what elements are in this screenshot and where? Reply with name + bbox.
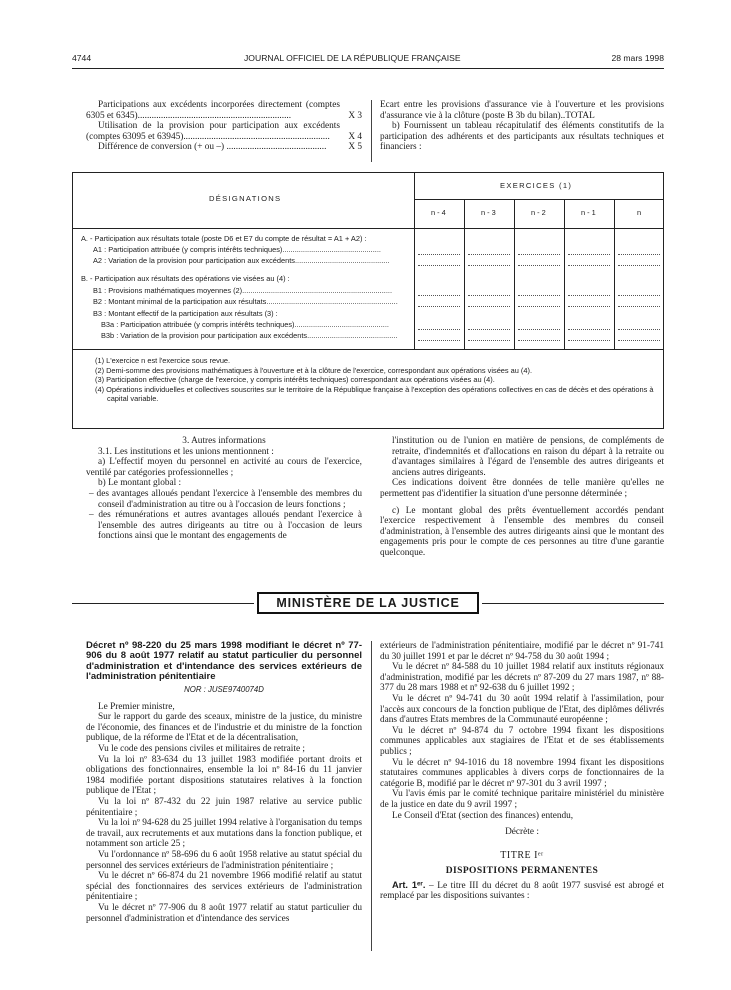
table-note: (4) Opérations individuelles et collectives souscrites sur le territoire de la République française à l'exception des opérations collectives en cas de décès et des opérations à capital variable. [95,384,654,404]
paragraph: Vu le décret nº 94-874 du 7 octobre 1994 fixant les dispositions communes applicables aux stagiaires de l'Etat et de ses établissements publics ; [380,725,664,757]
value-cell [418,254,460,255]
table-note: (1) L'exercice n est l'exercice sous revue. [95,356,231,365]
column-separator [371,100,372,162]
year-header: n - 4 [431,208,446,217]
journal-title: JOURNAL OFFICIEL DE LA RÉPUBLIQUE FRANÇAISE [244,53,461,63]
account-entry [86,121,362,142]
titre-heading: TITRE Iᵉʳ [500,849,544,861]
entry-text: Utilisation de la provision pour participation aux excédents (comptes 63095 et 63945)............................................................... [86,121,340,142]
paragraph: Vu le décret nº 66-874 du 21 novembre 1966 modifié relatif au statut spécial des fonctionnaires des services extérieurs de l'administration pénitentiaire ; [86,871,362,903]
paragraph: Le Premier ministre, [98,701,175,712]
paragraph: Ces indications doivent être données de telle manière qu'elles ne permettent pas d'identifier la situation d'une personne déterminée ; [380,478,664,499]
other-info-left [86,436,362,542]
value-cell [518,265,560,266]
value-cell [568,265,610,266]
table-row: B. - Participation aux résultats des opérations vie visées au (4) : [81,274,290,283]
table-row: A2 : Variation de la provision pour participation aux excédents.............................................. [93,256,390,265]
value-cell [418,340,460,341]
top-right-text [380,100,664,153]
divider [72,603,254,604]
paragraph: b) Le montant global : [98,478,182,489]
paragraph: 3.1. Les institutions et les unions mentionnent : [98,446,274,457]
value-cell [618,340,660,341]
page-number: 4744 [72,53,92,63]
value-cell [618,254,660,255]
value-cell [468,306,510,307]
paragraph: Ecart entre les provisions d'assurance vie à l'ouverture et les provisions d'assurance vie à la clôture (poste B 3b du bilan)..TOTAL [380,100,664,121]
paragraph: Sur le rapport du garde des sceaux, ministre de la justice, du ministre de l'économie, des finances et de l'industrie et du ministre de la fonction publique, de la réforme de l'Etat et de la décentralisation, [86,712,362,744]
table-row: B3 : Montant effectif de la participation aux résultats (3) : [93,309,278,318]
value-cell [618,265,660,266]
value-cell [418,295,460,296]
value-cell [468,340,510,341]
year-header: n - 1 [581,208,596,217]
paragraph: Vu la loi nº 94-628 du 25 juillet 1994 relative à l'organisation du temps de travail, aux recrutements et aux mutations dans la fonction publique, et notamment son article 25 ; [86,818,362,850]
decree-title: Décret nº 98-220 du 25 mars 1998 modifiant le décret nº 77-906 du 8 août 1977 relatif au statut particulier du personnel d'administration et d'intendance des services extérieurs de l'administration pénitentiaire [86,640,362,683]
value-cell [568,340,610,341]
article-1 [380,880,664,902]
value-cell [518,306,560,307]
decree-right-column [380,641,664,902]
table-row: A1 : Participation attribuée (y compris intérêts techniques)................................................ [93,245,381,254]
entry-code: X 3 [348,110,362,121]
entry-code: X 4 [348,131,362,142]
value-cell [418,306,460,307]
value-cell [568,254,610,255]
value-cell [518,340,560,341]
value-cell [518,329,560,330]
value-cell [418,265,460,266]
decrete-line: Décrète : [505,827,539,838]
page-header [72,53,664,67]
paragraph: b) Fournissent un tableau récapitulatif des éléments constitutifs de la participation des adhérents et des participants aux résultats techniques et financiers : [380,121,664,153]
header-rule [72,68,664,69]
column-separator [371,641,372,951]
participation-table [72,172,664,429]
ministry-heading: MINISTÈRE DE LA JUSTICE [257,592,479,614]
paragraph: Vu le décret nº 77-906 du 8 août 1977 relatif au statut particulier du personnel d'administration et d'intendance des services [86,902,362,924]
year-header: n [637,208,642,217]
table-note: (3) Participation effective (charge de l'exercice, y compris intérêts techniques) correspondant aux opérations visées au (4). [95,375,495,385]
table-notes [95,356,655,404]
section-title: 3. Autres informations [182,436,266,446]
value-cell [618,306,660,307]
paragraph: Vu l'ordonnance nº 58-696 du 6 août 1958 relative au statut spécial du personnel des services extérieurs de l'administration pénitentiaire ; [86,849,362,871]
account-entry [86,142,362,153]
entry-code: X 5 [348,142,362,153]
paragraph: Vu le décret nº 94-741 du 30 août 1994 relatif à l'assimilation, pour l'accès aux concours de la fonction publique de l'Etat, des diplômes délivrés dans d'autres Etats membres de la Communauté européenne ; [380,693,664,726]
value-cell [418,329,460,330]
value-cell [568,295,610,296]
nor-reference: NOR : JUSE9740074D [184,684,264,694]
entry-text: Différence de conversion (+ ou –) ........................................... [98,142,327,153]
paragraph: extérieurs de l'administration pénitentiaire, modifié par le décret nº 91-741 du 30 juillet 1991 et par le décret nº 94-758 du 30 août 1994 ; [380,641,664,662]
value-cell [518,254,560,255]
article-text: – Le titre III du décret du 8 août 1977 susvisé est abrogé et remplacé par les dispositions suivantes : [380,880,665,902]
value-cell [568,329,610,330]
entry-text: Participations aux excédents incorporées directement (comptes 6305 et 6345).................................................................. [86,100,340,121]
table-row: B3a : Participation attribuée (y compris intérêts techniques).............................................. [101,320,389,329]
account-entry [86,100,362,121]
table-row: B1 : Provisions mathématiques moyennes (2)......................................................................... [93,286,393,295]
value-cell [518,295,560,296]
table-row: B2 : Montant minimal de la participation aux résultats................................................................ [93,297,398,306]
accounts-list [86,100,362,153]
issue-date: 28 mars 1998 [611,53,664,63]
year-header: n - 2 [531,208,546,217]
divider [482,603,664,604]
exercices-header: EXERCICES (1) [500,181,573,190]
value-cell [468,254,510,255]
value-cell [468,265,510,266]
paragraph: a) L'effectif moyen du personnel en activité au cours de l'exercice, ventilé par catégories professionnelles ; [86,457,362,478]
designations-header: DÉSIGNATIONS [209,194,282,203]
value-cell [568,306,610,307]
year-header: n - 3 [481,208,496,217]
paragraph: Vu le code des pensions civiles et militaires de retraite ; [98,744,306,754]
table-row: B3b : Variation de la provision pour participation aux excédents............................................ [101,331,398,340]
table-row: A. - Participation aux résultats totale (poste D6 et E7 du compte de résultat = A1 + A2) : [81,234,367,243]
paragraph: Vu la loi nº 83-634 du 13 juillet 1983 modifiée portant droits et obligations des fonctionnaires, ensemble la loi nº 84-16 du 11 janvier 1984 modifiée portant dispositions statutaires relatives à la fonction publique de l'Etat ; [86,754,362,797]
value-cell [618,329,660,330]
dispositions-heading: DISPOSITIONS PERMANENTES [445,865,599,876]
article-label: Art. 1ᵉʳ. [392,879,426,890]
paragraph: Vu la loi nº 87-432 du 22 juin 1987 relative au service public pénitentiaire ; [86,796,362,818]
value-cell [468,329,510,330]
paragraph: c) Le montant global des prêts éventuellement accordés pendant l'exercice respectivement à l'ensemble des membres du conseil d'administration, à l'ensemble des autres dirigeants ainsi que le montant des engagements pris pour le compte de ces personnes au titre d'une garantie quelconque. [380,505,664,558]
other-info-right [380,436,664,559]
value-cell [618,295,660,296]
value-cell [468,295,510,296]
paragraph: – des rémunérations et autres avantages alloués pendant l'exercice à l'ensemble des autres dirigeants au titre ou à l'occasion de leurs fonctions ainsi que le montant des engagements de [89,510,362,542]
paragraph: Vu l'avis émis par le comité technique paritaire ministériel du ministère de la justice en date du 9 avril 1997 ; [380,789,664,810]
paragraph: Le Conseil d'Etat (section des finances) entendu, [392,810,574,821]
paragraph: l'institution ou de l'union en matière de pensions, de compléments de retraite, d'indemnités et d'allocations en raison du départ à la retraite ou d'avantages similaires à l'égard de l'ensemble des autres dirigeants et anciens autres dirigeants. [392,436,664,478]
paragraph: Vu le décret nº 94-1016 du 18 novembre 1994 fixant les dispositions statutaires communes applicables à divers corps de fonctionnaires de la catégorie B, modifié par le décret nº 97-301 du 3 avril 1997 ; [380,757,664,789]
table-note: (2) Demi-somme des provisions mathématiques à l'ouverture et à la clôture de l'exercice, correspondant aux opérations visées au (4). [95,365,533,375]
paragraph: – des avantages alloués pendant l'exercice à l'ensemble des membres du conseil d'administration au titre ou à l'occasion de leurs fonctions ; [89,488,362,510]
decree-left-column [86,641,362,924]
paragraph: Vu le décret nº 84-588 du 10 juillet 1984 relatif aux instituts régionaux d'administration, modifié par les décrets nº 87-209 du 27 mars 1987, nº 88-377 du 28 mars 1988 et nº 92-638 du 6 juillet 1992 ; [380,662,664,694]
